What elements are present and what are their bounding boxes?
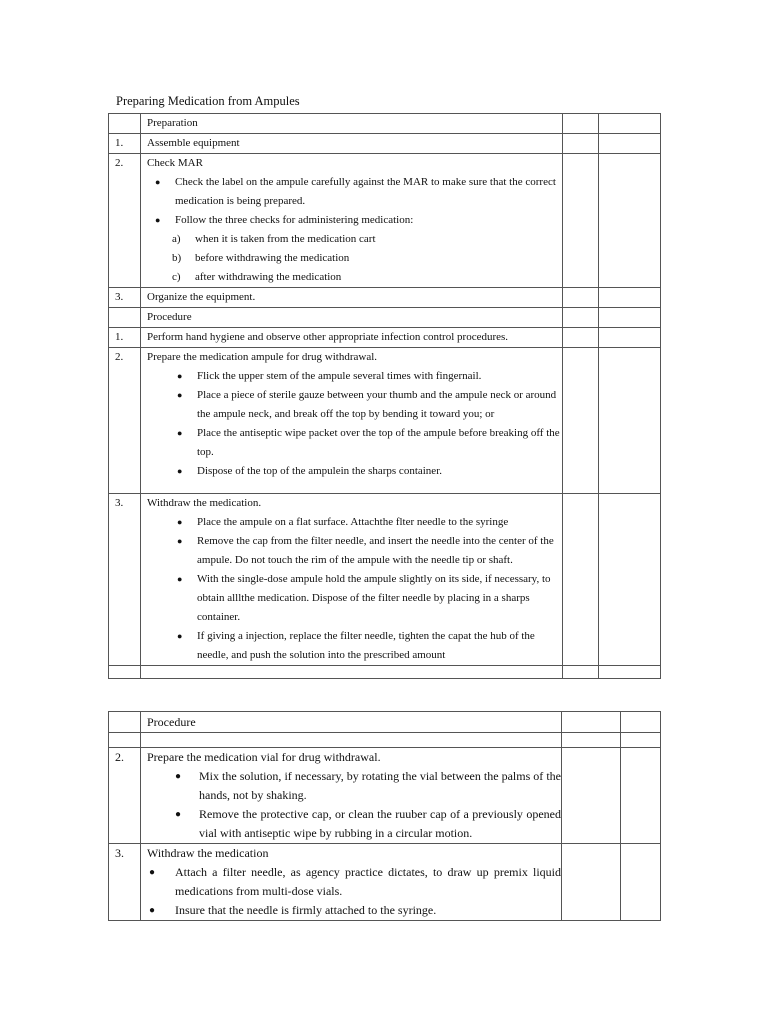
- empty-row: [109, 733, 661, 748]
- bullet-icon: ●: [177, 536, 183, 546]
- ampule-checklist-table: [108, 113, 661, 679]
- list-item: ● Place a piece of sterile gauze between your thumb and the ampule neck or around the ampule neck, and break off the top by bending it toward you; or: [147, 386, 562, 424]
- step-text: Assemble equipment: [141, 134, 563, 154]
- step-text: Prepare the medication ampule for drug withdrawal.: [147, 351, 378, 363]
- bullet-icon: ●: [175, 771, 182, 782]
- list-item: ● Place the ampule on a flat surface. Attachthe flter needle to the syringe: [147, 513, 562, 532]
- table-row: [109, 348, 661, 494]
- table-row: [109, 154, 661, 288]
- list-item: ● If giving a injection, replace the filter needle, tighten the capat the hub of the needle, and push the solution into the prescribed amount: [147, 627, 562, 665]
- bullet-icon: ●: [149, 905, 156, 916]
- step-text: Organize the equipment.: [141, 288, 563, 308]
- step-number: 1.: [109, 328, 141, 348]
- list-item: ● Dispose of the top of the ampulein the sharps container.: [147, 462, 562, 481]
- step-number: 1.: [109, 134, 141, 154]
- list-item: ● Place the antiseptic wipe packet over the top of the ampule before breaking off the top.: [147, 424, 562, 462]
- step-number: 2.: [109, 154, 141, 288]
- sub-list-item: b) before withdrawing the medication: [172, 252, 350, 264]
- list-item: ● With the single-dose ampule hold the ampule slightly on its side, if necessary, to obtain alllthe medication. Dispose of the filter needle by placing in a sharps container.: [147, 570, 562, 627]
- preparation-header: Preparation: [141, 114, 563, 134]
- step-number: 3.: [109, 844, 141, 921]
- list-item: ● Remove the protective cap, or clean the ruuber cap of a previously opened vial with antiseptic wipe by rubbing in a circular motion.: [175, 807, 561, 840]
- step-text: Check MAR: [147, 157, 203, 169]
- bullet-icon: ●: [177, 428, 183, 438]
- table-row: [109, 134, 661, 154]
- step-text: Withdraw the medication.: [147, 497, 262, 509]
- bullet-icon: ●: [177, 390, 183, 400]
- step-text: Withdraw the medication: [147, 846, 269, 860]
- bullet-icon: ●: [177, 631, 183, 641]
- procedure-header: Procedure: [141, 308, 563, 328]
- bullet-icon: ●: [177, 517, 183, 527]
- table-row: [109, 844, 661, 921]
- sub-list-item: a) when it is taken from the medication cart: [172, 233, 376, 245]
- procedure-header: Procedure: [141, 712, 562, 733]
- step-number: 2.: [109, 748, 141, 844]
- preparation-header-row: [109, 114, 661, 134]
- step-number: 3.: [109, 494, 141, 666]
- step-number: 2.: [109, 348, 141, 494]
- bullet-icon: ●: [177, 371, 183, 381]
- empty-row: [109, 666, 661, 679]
- sub-list-item: c) after withdrawing the medication: [172, 271, 342, 283]
- list-item: ● Flick the upper stem of the ampule several times with fingernail.: [147, 367, 562, 386]
- list-item: ● Insure that the needle is firmly attached to the syringe.: [147, 901, 561, 920]
- list-item: ● Follow the three checks for administering medication:: [147, 211, 562, 230]
- list-item: ● Attach a filter needle, as agency practice dictates, to draw up premix liquid medications from multi-dose vials.: [149, 865, 561, 898]
- list-item: ● Mix the solution, if necessary, by rotating the vial between the palms of the hands, not by shaking.: [175, 769, 561, 802]
- bullet-icon: ●: [149, 867, 156, 878]
- step-text: Perform hand hygiene and observe other appropriate infection control procedures.: [141, 328, 563, 348]
- bullet-icon: ●: [177, 466, 183, 476]
- table-row: [109, 748, 661, 844]
- step-number: 3.: [109, 288, 141, 308]
- vial-checklist-table: [108, 711, 661, 921]
- procedure-header-row: [109, 308, 661, 328]
- list-item: ● Remove the cap from the filter needle, and insert the needle into the center of the ampule. Do not touch the rim of the ampule with the needle tip or shaft.: [147, 532, 562, 570]
- table-row: [109, 494, 661, 666]
- bullet-icon: ●: [155, 177, 161, 187]
- procedure-header-row: [109, 712, 661, 733]
- list-item: ● Check the label on the ampule carefully against the MAR to make sure that the correct medication is being prepared.: [147, 173, 562, 211]
- table-row: [109, 288, 661, 308]
- document-title: Preparing Medication from Ampules: [116, 94, 300, 108]
- bullet-icon: ●: [155, 215, 161, 225]
- bullet-icon: ●: [175, 809, 182, 820]
- table-row: [109, 328, 661, 348]
- bullet-icon: ●: [177, 574, 183, 584]
- step-text: Prepare the medication vial for drug withdrawal.: [147, 750, 381, 764]
